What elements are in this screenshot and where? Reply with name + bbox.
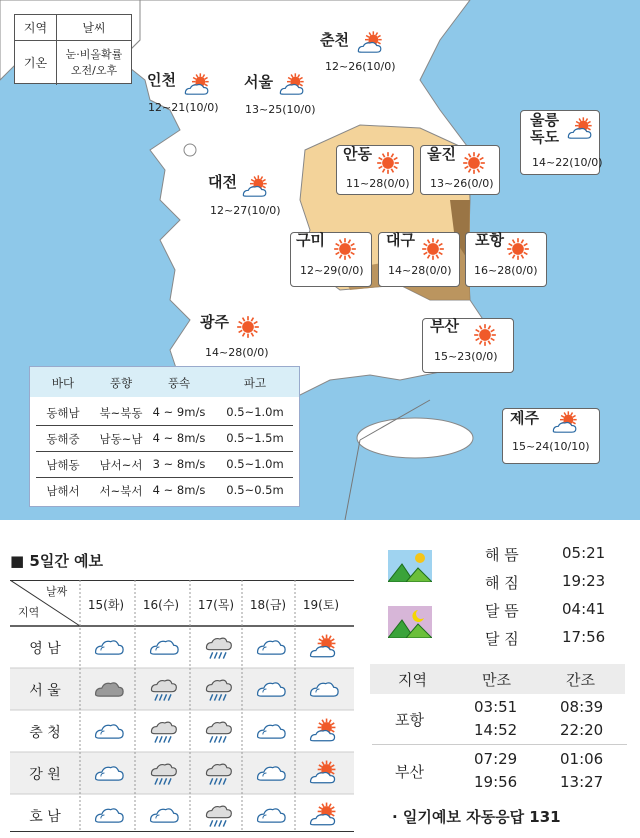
forecast-table <box>10 580 354 830</box>
city-temp: 12~27(10/0) <box>210 204 281 217</box>
legend-rain: 눈·비올확률 <box>65 48 123 61</box>
rain-cloud-icon <box>147 718 177 742</box>
sun-moon-time: 05:21 <box>562 544 606 562</box>
sun-cloud-icon <box>355 30 385 60</box>
city-name: 부산 <box>430 317 459 335</box>
forecast-day: 16(수) <box>142 598 180 612</box>
tide-high: 07:29 <box>474 750 518 768</box>
sea-cell: 0.5~0.5m <box>226 483 284 497</box>
sun-moon-time: 19:23 <box>562 572 606 590</box>
cloud-icon <box>92 718 122 742</box>
city-temp: 16~28(0/0) <box>474 264 538 277</box>
city-name: 광주 <box>200 313 229 331</box>
sun-landscape-icon <box>388 550 432 586</box>
city-name: 울릉 독도 <box>530 111 559 146</box>
city-temp: 13~26(0/0) <box>430 177 494 190</box>
sea-cell: 남해서 <box>46 484 80 498</box>
forecast-region: 서 울 <box>29 683 61 699</box>
tide-region: 부산 <box>395 763 424 781</box>
rain-cloud-icon <box>147 760 177 784</box>
cloud-icon <box>92 634 122 658</box>
sea-cell: 0.5~1.0m <box>226 405 284 419</box>
sea-cell: 4 ~ 8m/s <box>152 483 206 497</box>
moon-landscape-icon <box>388 606 432 642</box>
sea-cell: 남해동 <box>46 458 80 472</box>
rain-cloud-icon <box>202 760 232 784</box>
sea-cell: 0.5~1.0m <box>226 457 284 471</box>
sun-icon <box>330 236 360 266</box>
cloud-icon <box>254 676 284 700</box>
legend-temp: 기온 <box>15 41 57 85</box>
city-temp: 12~26(10/0) <box>325 60 396 73</box>
sun-moon-time: 04:41 <box>562 600 606 618</box>
city-temp: 14~28(0/0) <box>205 346 269 359</box>
gray-cloud-icon <box>92 676 122 700</box>
forecast-region: 강 원 <box>29 767 61 783</box>
sea-cell: 남동~남 <box>99 432 143 446</box>
corner-date-label: 날짜 <box>46 585 68 598</box>
rain-cloud-icon <box>202 718 232 742</box>
sea-header-cell: 파고 <box>243 376 267 390</box>
city-name: 서울 <box>244 73 273 91</box>
sun-cloud-icon <box>550 410 580 440</box>
city-temp: 15~24(10/10) <box>512 440 590 453</box>
tide-high: 14:52 <box>474 721 518 739</box>
city-temp: 14~28(0/0) <box>388 264 452 277</box>
sun-moon-label: 해 뜸 <box>485 546 519 564</box>
city-name: 안동 <box>343 145 372 163</box>
city-name: 대전 <box>208 173 237 191</box>
sun-icon <box>503 236 533 266</box>
tide-high: 03:51 <box>474 698 518 716</box>
forecast-region: 호 남 <box>29 809 61 825</box>
sun-icon <box>373 150 403 180</box>
forecast-day: 18(금) <box>249 598 287 612</box>
forecast-title: ■ 5일간 예보 <box>10 552 104 570</box>
city-temp: 11~28(0/0) <box>346 177 410 190</box>
sun-moon-label: 달 짐 <box>485 630 519 648</box>
tide-header-cell: 만조 <box>482 671 511 689</box>
sun-cloud-icon <box>307 760 337 784</box>
forecast-day: 17(목) <box>197 598 235 612</box>
rain-cloud-icon <box>147 676 177 700</box>
city-temp: 12~21(10/0) <box>148 101 219 114</box>
corner-region-label: 지역 <box>18 606 40 619</box>
sea-cell: 4 ~ 8m/s <box>152 431 206 445</box>
sea-cell: 4 ~ 9m/s <box>152 405 206 419</box>
tide-low: 08:39 <box>560 698 604 716</box>
legend-ampm: 오전/오후 <box>70 64 118 77</box>
cloud-icon <box>92 760 122 784</box>
forecast-region: 영 남 <box>29 641 61 657</box>
legend-region: 지역 <box>15 15 57 40</box>
forecast-day: 15(화) <box>87 598 125 612</box>
sea-cell: 3 ~ 8m/s <box>152 457 206 471</box>
city-name: 인천 <box>147 71 176 89</box>
sea-header-cell: 바다 <box>51 376 75 390</box>
sea-cell: 북~북동 <box>99 406 143 420</box>
sea-cell: 동해중 <box>46 432 80 446</box>
sun-cloud-icon <box>277 72 307 102</box>
tide-low: 22:20 <box>560 721 604 739</box>
city-name: 포항 <box>475 231 504 249</box>
city-name: 울진 <box>427 145 456 163</box>
sea-header-cell: 풍속 <box>167 376 191 390</box>
rain-cloud-icon <box>202 634 232 658</box>
sun-moon-time: 17:56 <box>562 628 606 646</box>
city-temp: 13~25(10/0) <box>245 103 316 116</box>
city-name: 구미 <box>296 231 325 249</box>
forecast-region: 충 청 <box>29 725 61 741</box>
cloud-icon <box>147 634 177 658</box>
sun-icon <box>418 236 448 266</box>
sun-cloud-icon <box>240 174 270 204</box>
sea-cell: 남서~서 <box>99 458 143 472</box>
sun-icon <box>470 322 500 352</box>
cloud-icon <box>147 802 177 826</box>
rain-cloud-icon <box>202 802 232 826</box>
cloud-icon <box>254 760 284 784</box>
tide-high: 19:56 <box>474 773 518 791</box>
sun-cloud-icon <box>307 718 337 742</box>
sun-cloud-icon <box>565 116 595 146</box>
sea-row-divider <box>36 477 293 478</box>
sea-header-cell: 풍향 <box>109 376 133 390</box>
tide-divider <box>372 744 627 745</box>
map-legend <box>14 14 132 84</box>
cloud-icon <box>254 802 284 826</box>
tide-header-cell: 간조 <box>566 671 595 689</box>
sea-row-divider <box>36 451 293 452</box>
sea-cell: 서~북서 <box>99 484 143 498</box>
city-name: 대구 <box>386 231 415 249</box>
tide-low: 13:27 <box>560 773 604 791</box>
cloud-icon <box>92 802 122 826</box>
cloud-icon <box>254 718 284 742</box>
sea-cell: 동해남 <box>46 406 80 420</box>
tide-header-cell: 지역 <box>398 671 427 689</box>
forecast-day: 19(토) <box>302 598 340 612</box>
sun-icon <box>233 314 263 344</box>
sea-table <box>29 366 300 507</box>
sun-cloud-icon <box>182 72 212 102</box>
city-temp: 15~23(0/0) <box>434 350 498 363</box>
rain-cloud-icon <box>202 676 232 700</box>
city-name: 춘천 <box>320 31 349 49</box>
sun-moon-label: 달 뜸 <box>485 602 519 620</box>
city-temp: 12~29(0/0) <box>300 264 364 277</box>
city-name: 제주 <box>510 409 539 427</box>
tide-region: 포항 <box>395 711 424 729</box>
sea-row-divider <box>36 425 293 426</box>
sun-cloud-icon <box>307 802 337 826</box>
city-temp: 14~22(10/0) <box>532 156 603 169</box>
sun-cloud-icon <box>307 634 337 658</box>
cloud-icon <box>254 634 284 658</box>
arc-footer: · 일기예보 자동응답 131 <box>392 808 561 826</box>
sun-icon <box>459 150 489 180</box>
tide-low: 01:06 <box>560 750 604 768</box>
cloud-icon <box>307 676 337 700</box>
sea-cell: 0.5~1.5m <box>226 431 284 445</box>
legend-weather: 날씨 <box>82 21 106 35</box>
sun-moon-label: 해 짐 <box>485 574 519 592</box>
